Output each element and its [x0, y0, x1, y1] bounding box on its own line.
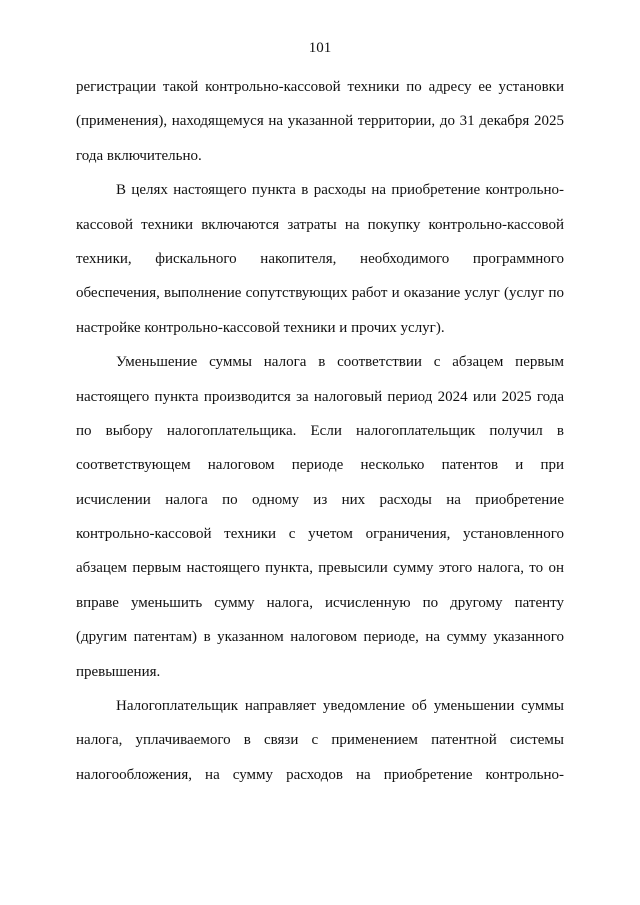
paragraph-notification [76, 694, 564, 797]
text-line: кассовой техники включаются затраты на покупку контрольно-кассовой [76, 216, 564, 233]
text-line: превышения. [76, 663, 161, 680]
text-line: техники, фискального накопителя, необходимого программного [76, 250, 564, 267]
text-line: настройке контрольно-кассовой техники и прочих услуг). [76, 319, 445, 336]
document-body [76, 75, 564, 797]
text-line: налогообложения, на сумму расходов на приобретение контрольно- [76, 766, 564, 783]
text-line: В целях настоящего пункта в расходы на приобретение контрольно- [116, 182, 564, 199]
text-line: Уменьшение суммы налога в соответствии с абзацем первым [116, 354, 564, 371]
text-line: абзацем первым настоящего пункта, превысили сумму этого налога, то он [76, 560, 564, 577]
text-line: вправе уменьшить сумму налога, исчисленную по другому патенту [76, 594, 564, 611]
page-number: 101 [308, 40, 332, 56]
text-line: соответствующем налоговом периоде несколько патентов и при [76, 457, 564, 474]
text-line: контрольно-кассовой техники с учетом ограничения, установленного [76, 526, 564, 543]
text-line: налога, уплачиваемого в связи с применением патентной системы [76, 732, 564, 749]
text-line: (применения), находящемуся на указанной территории, до 31 декабря 2025 [76, 113, 564, 130]
text-line: года включительно. [76, 147, 202, 164]
paragraph-tax-reduction [76, 350, 564, 694]
text-line: по выбору налогоплательщика. Если налогоплательщик получил в [76, 422, 564, 439]
paragraph-expenses-definition [76, 178, 564, 350]
text-line: исчислении налога по одному из них расходы на приобретение [76, 491, 564, 508]
text-line: настоящего пункта производится за налоговый период 2024 или 2025 года [76, 388, 564, 405]
text-line: Налогоплательщик направляет уведомление об уменьшении суммы [116, 698, 564, 715]
paragraph-continuation [76, 75, 564, 178]
text-line: обеспечения, выполнение сопутствующих работ и оказание услуг (услуг по [76, 285, 564, 302]
text-line: регистрации такой контрольно-кассовой техники по адресу ее установки [76, 79, 564, 95]
text-line: (другим патентам) в указанном налоговом периоде, на сумму указанного [76, 629, 564, 646]
